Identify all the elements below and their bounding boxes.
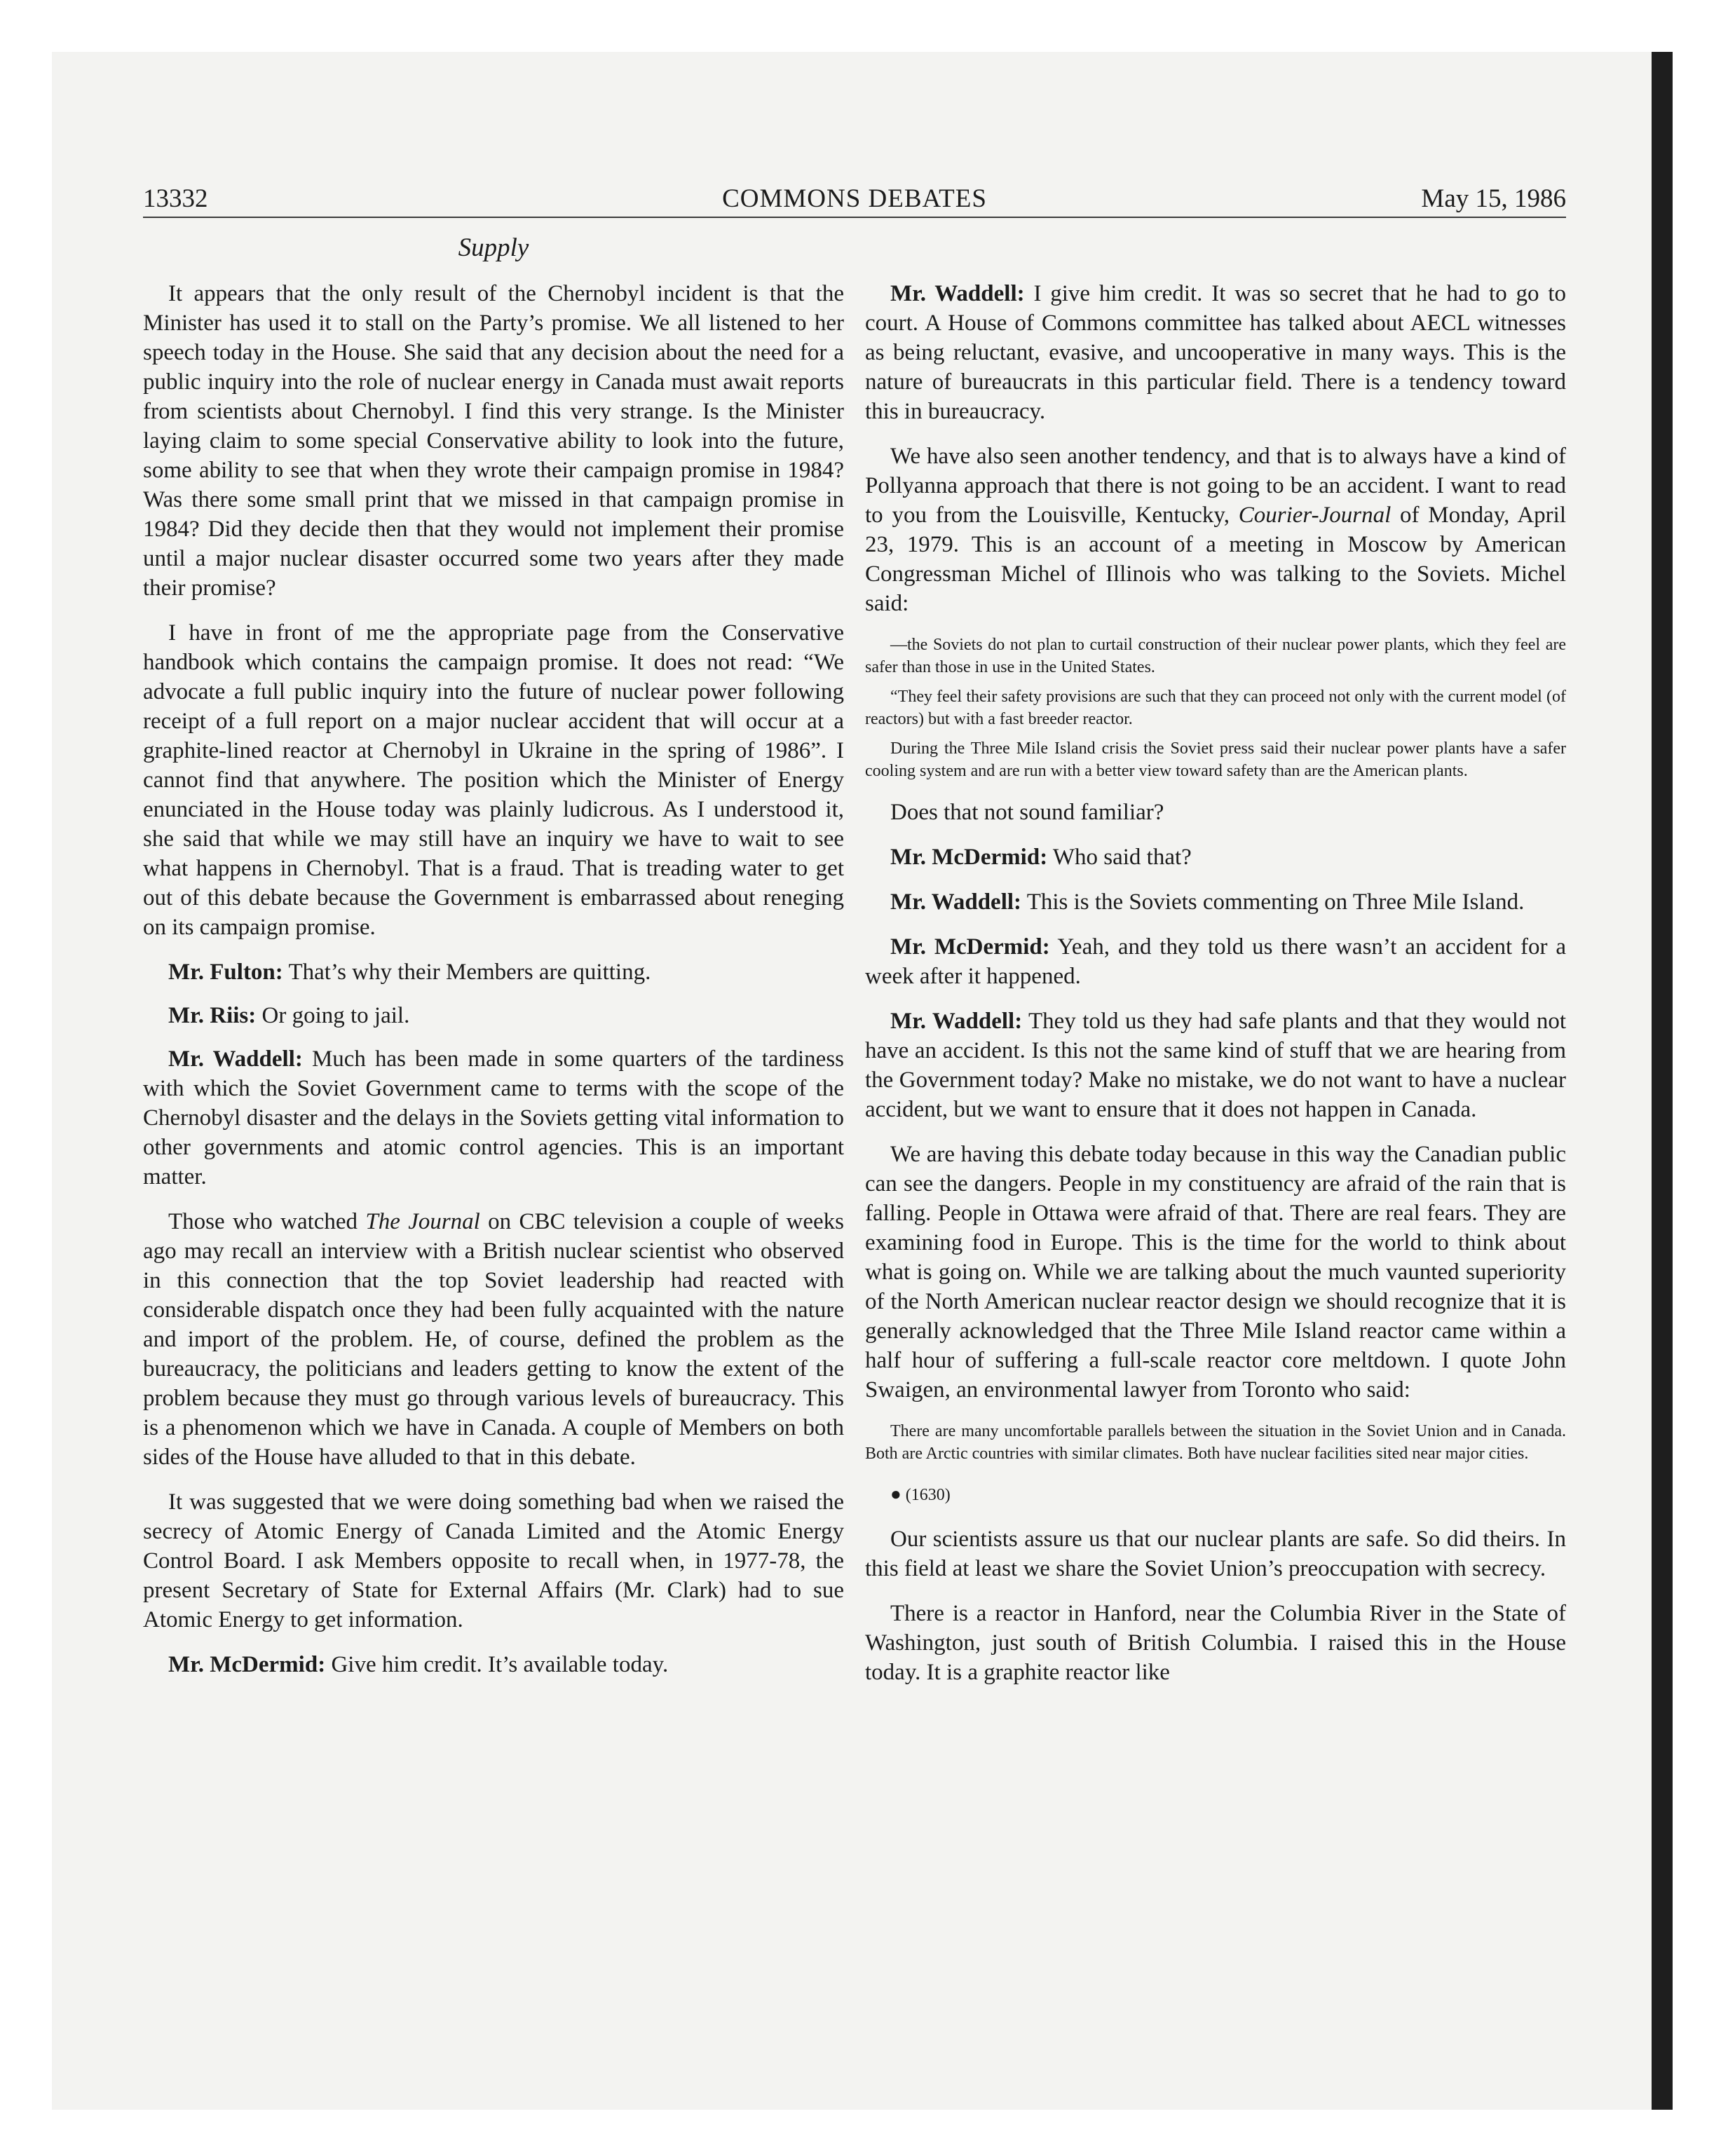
text-run: on CBC television a couple of weeks ago may recall an interview with a British nuclear scientist who observed in this connection that the top Soviet leadership had reacted with considerable dispatch once they had been fully acquainted with the nature and import of the problem. He, of course, defined the problem as the bureaucracy, the politicians and leaders getting to know the extent of the problem because they must go through various levels of bureaucracy. This is a phenomenon which we have in Canada. A couple of Members on both sides of the House have alluded to that in this debate. (143, 1209, 844, 1470)
paragraph: I have in front of me the appropriate page from the Conservative handbook which contains the campaign promise. It does not read: “We advocate a full public inquiry into the future of nuclear power following receipt of a full report on a major nuclear accident that will occur at a graphite-lined reactor at Chernobyl in Ukraine in the spring of 1986”. I cannot find that anywhere. The position which the Minister of Energy enunciated in the House today was plainly ludicrous. As I understood it, she said that while we may still have an inquiry we have to wait to see what happens in Chernobyl. That is a fraud. That is treading water to get out of this debate because the Government is embarrassed about reneging on its campaign promise. (143, 620, 844, 940)
paragraph: It appears that the only result of the Chernobyl incident is that the Minister has used it to stall on the Party’s promise. We all listened to her speech today in the House. She said that any decision about the need for a public inquiry into the role of nuclear energy in Canada must await reports from scientists about Chernobyl. I find this very strange. Is the Minister laying claim to some special Conservative ability to look into the future, some ability to see that when they wrote their campaign promise in 1984? Was there some small print that we missed in that campaign promise in 1984? Did they decide then that they would not implement their promise until a major nuclear disaster occurred some two years after they made their promise? (143, 281, 844, 601)
speaker-name: Mr. McDermid: (890, 845, 1048, 870)
speaker-name: Mr. McDermid: (168, 1652, 326, 1677)
program-title: The Journal (365, 1209, 480, 1234)
paragraph (865, 442, 1566, 618)
time-marker (865, 1480, 1566, 1509)
speech-mcdermid (865, 932, 1566, 991)
quotation: —the Soviets do not plan to curtail construction of their nuclear power plants, which they feel are safer than those in use in the United States. (865, 636, 1566, 676)
text-run: Those who watched (168, 1209, 366, 1234)
scan-edge-shadow (1652, 52, 1673, 2110)
speech-text: This is the Soviets commenting on Three Mile Island. (1026, 889, 1525, 915)
speech-text: That’s why their Members are quitting. (288, 960, 651, 985)
paragraph (143, 1207, 844, 1472)
speech-mcdermid (865, 842, 1566, 872)
bullet-icon: ● (890, 1484, 901, 1504)
speech-waddell (865, 887, 1566, 917)
page-number: 13332 (143, 184, 208, 213)
paragraph: Our scientists assure us that our nuclear plants are safe. So did theirs. In this field at least we share the Soviet Union’s preoccupation with secrecy. (865, 1527, 1566, 1581)
speaker-name: Mr. Fulton: (168, 960, 283, 985)
speech-text: Yeah, and they told us there wasn’t an accident for a week after it happened. (865, 934, 1567, 989)
speech-fulton (143, 957, 844, 987)
time-stamp: (1630) (905, 1486, 951, 1504)
speaker-name: Mr. Waddell: (890, 889, 1022, 915)
speech-mcdermid (143, 1650, 844, 1679)
publication-date: May 15, 1986 (1421, 184, 1566, 213)
quotation: There are many uncomfortable parallels between the situation in the Soviet Union and in Canada. Both are Arctic countries with similar climates. Both have nuclear facilities sited near major cities. (865, 1422, 1566, 1463)
quotation: During the Three Mile Island crisis the Soviet press said their nuclear power plants have a safer cooling system and are run with a better view toward safety than are the American plants. (865, 739, 1566, 780)
paragraph: Does that not sound familiar? (890, 800, 1164, 825)
speech-text: Give him credit. It’s available today. (331, 1652, 669, 1677)
text-run: of Monday, April 23, 1979. This is an account of a meeting in Moscow by American Congressman Michel of Illinois who was talking to the Soviets. Michel said: (865, 503, 1566, 616)
paragraph: There is a reactor in Hanford, near the Columbia River in the State of Washington, just south of British Columbia. I raised this in the House today. It is a graphite reactor like (865, 1601, 1566, 1685)
speech-text: Much has been made in some quarters of the tardiness with which the Soviet Government came to terms with the scope of the Chernobyl disaster and the delays in the Soviets getting vital information to other governments and atomic control agencies. This is an important matter. (143, 1046, 845, 1189)
header-rule (143, 217, 1566, 218)
speaker-name: Mr. Waddell: (890, 281, 1025, 306)
speech-text: Or going to jail. (261, 1003, 410, 1028)
speaker-name: Mr. Waddell: (890, 1009, 1023, 1034)
speech-waddell (865, 279, 1566, 426)
speech-riis (143, 1001, 844, 1030)
paragraph: We are having this debate today because in this way the Canadian public can see the dangers. People in my constituency are afraid of the rain that is falling. People in Ottawa were afraid of that. There are real fears. They are examining food in Europe. This is the time for the world to think about what is going on. While we are talking about the much vaunted superiority of the North American nuclear reactor design we should recognize that it is generally acknowledged that the Three Mile Island reactor came within a half hour of suffering a full-scale reactor core meltdown. I quote John Swaigen, an environmental lawyer from Toronto who said: (865, 1142, 1566, 1403)
speaker-name: Mr. Waddell: (168, 1046, 303, 1072)
speech-waddell (143, 1044, 844, 1192)
speech-waddell (865, 1007, 1566, 1124)
speech-text: They told us they had safe plants and that they would not have an accident. Is this not the same kind of stuff that we are hearing from the Government today? Make no mistake, we do not want to have a nuclear accident, but we want to ensure that it does not happen in Canada. (865, 1009, 1566, 1122)
page-header (143, 184, 1566, 220)
section-title: Supply (458, 233, 529, 262)
speaker-name: Mr. McDermid: (890, 934, 1050, 960)
quotation: “They feel their safety provisions are such that they can proceed not only with the current model (of reactors) but with a fast breeder reactor. (865, 688, 1566, 728)
newspaper-title: Courier-Journal (1238, 503, 1392, 528)
text-run: We have also seen another tendency, and that is to always have a kind of Pollyanna approach that there is not going to be an accident. I want to read to you from the Louisville, Kentucky, (865, 444, 1566, 528)
left-column (143, 279, 844, 1695)
publication-title: COMMONS DEBATES (722, 184, 987, 213)
speaker-name: Mr. Riis: (168, 1003, 257, 1028)
paragraph: It was suggested that we were doing something bad when we raised the secrecy of Atomic Energy of Canada Limited and the Atomic Energy Control Board. I ask Members opposite to recall when, in 1977-78, the present Secretary of State for External Affairs (Mr. Clark) had to sue Atomic Energy to get information. (143, 1489, 844, 1632)
right-column (865, 279, 1566, 1703)
speech-text: Who said that? (1052, 845, 1192, 870)
speech-text: I give him credit. It was so secret that he had to go to court. A House of Commons committee has talked about AECL witnesses as being reluctant, evasive, and uncooperative in many ways. This is the nature of bureaucrats in this particular field. There is a tendency toward this in bureaucracy. (865, 281, 1567, 424)
